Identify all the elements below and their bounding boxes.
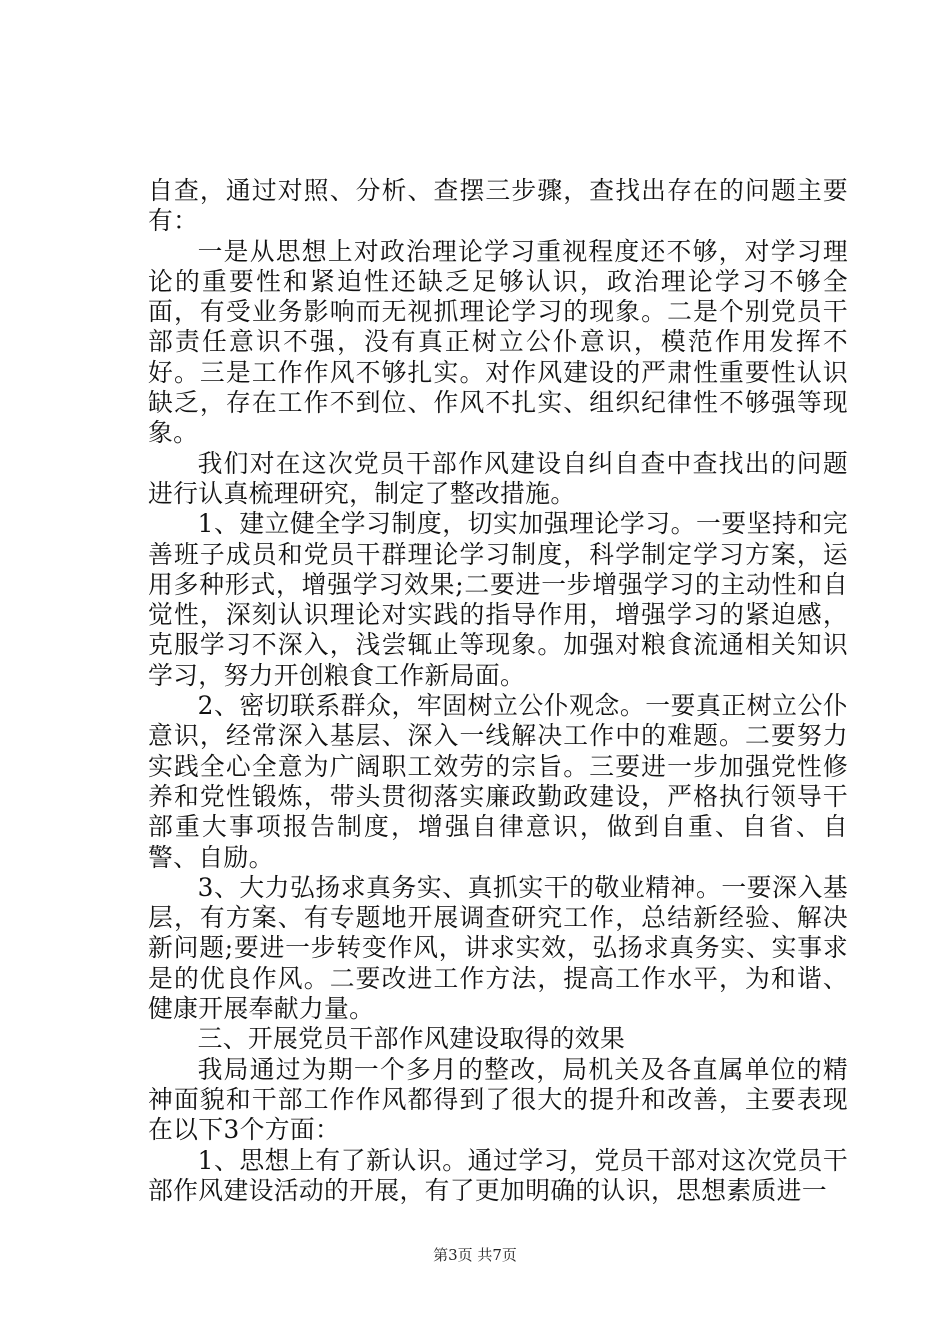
paragraph-problems: 一是从思想上对政治理论学习重视程度还不够，对学习理论的重要性和紧迫性还缺乏足够认识，政治理论学习不够全面，有受业务影响而无视抓理论学习的现象。二是个别党员干部责任意识不强，没有真正树立公仆意识，模范作用发挥不好。三是工作作风不够扎实。对作风建设的严肃性重要性认识缺乏，存在工作不到位、作风不扎实、组织纪律性不够强等现象。 xyxy=(148,236,848,448)
document-body xyxy=(148,176,848,1206)
section-heading-results: 三、开展党员干部作风建设取得的效果 xyxy=(197,1024,626,1054)
paragraph-measure-1: 1、建立健全学习制度，切实加强理论学习。一要坚持和完善班子成员和党员干群理论学习制度，科学制定学习方案，运用多种形式，增强学习效果;二要进一步增强学习的主动性和自觉性，深刻认识理论对实践的指导作用，增强学习的紧迫感，克服学习不深入，浅尝辄止等现象。加强对粮食流通相关知识学习，努力开创粮食工作新局面。 xyxy=(148,509,848,690)
paragraph-measure-2: 2、密切联系群众，牢固树立公仆观念。一要真正树立公仆意识，经常深入基层、深入一线解决工作中的难题。二要努力实践全心全意为广阔职工效劳的宗旨。三要进一步加强党性修养和党性锻炼，带头贯彻落实廉政勤政建设，严格执行领导干部重大事项报告制度，增强自律意识，做到自重、自省、自警、自励。 xyxy=(148,691,848,872)
page-number-footer: 第3页 共7页 xyxy=(433,1246,517,1264)
paragraph-intro-continuation: 自查，通过对照、分析、查摆三步骤，查找出存在的问题主要有： xyxy=(148,176,848,236)
paragraph-measure-3: 3、大力弘扬求真务实、真抓实干的敬业精神。一要深入基层，有方案、有专题地开展调查研究工作，总结新经验、解决新问题;要进一步转变作风，讲求实效，弘扬求真务实、实事求是的优良作风。二要改进工作方法，提高工作水平，为和谐、健康开展奉献力量。 xyxy=(148,872,848,1024)
paragraph-rectification-intro: 我们对在这次党员干部作风建设自纠自查中查找出的问题进行认真梳理研究，制定了整改措施。 xyxy=(148,448,848,508)
paragraph-results-intro: 我局通过为期一个多月的整改，局机关及各直属单位的精神面貌和干部工作作风都得到了很大的提升和改善，主要表现在以下3个方面： xyxy=(148,1054,848,1145)
paragraph-result-1: 1、思想上有了新认识。通过学习，党员干部对这次党员干部作风建设活动的开展，有了更加明确的认识，思想素质进一 xyxy=(148,1145,848,1205)
